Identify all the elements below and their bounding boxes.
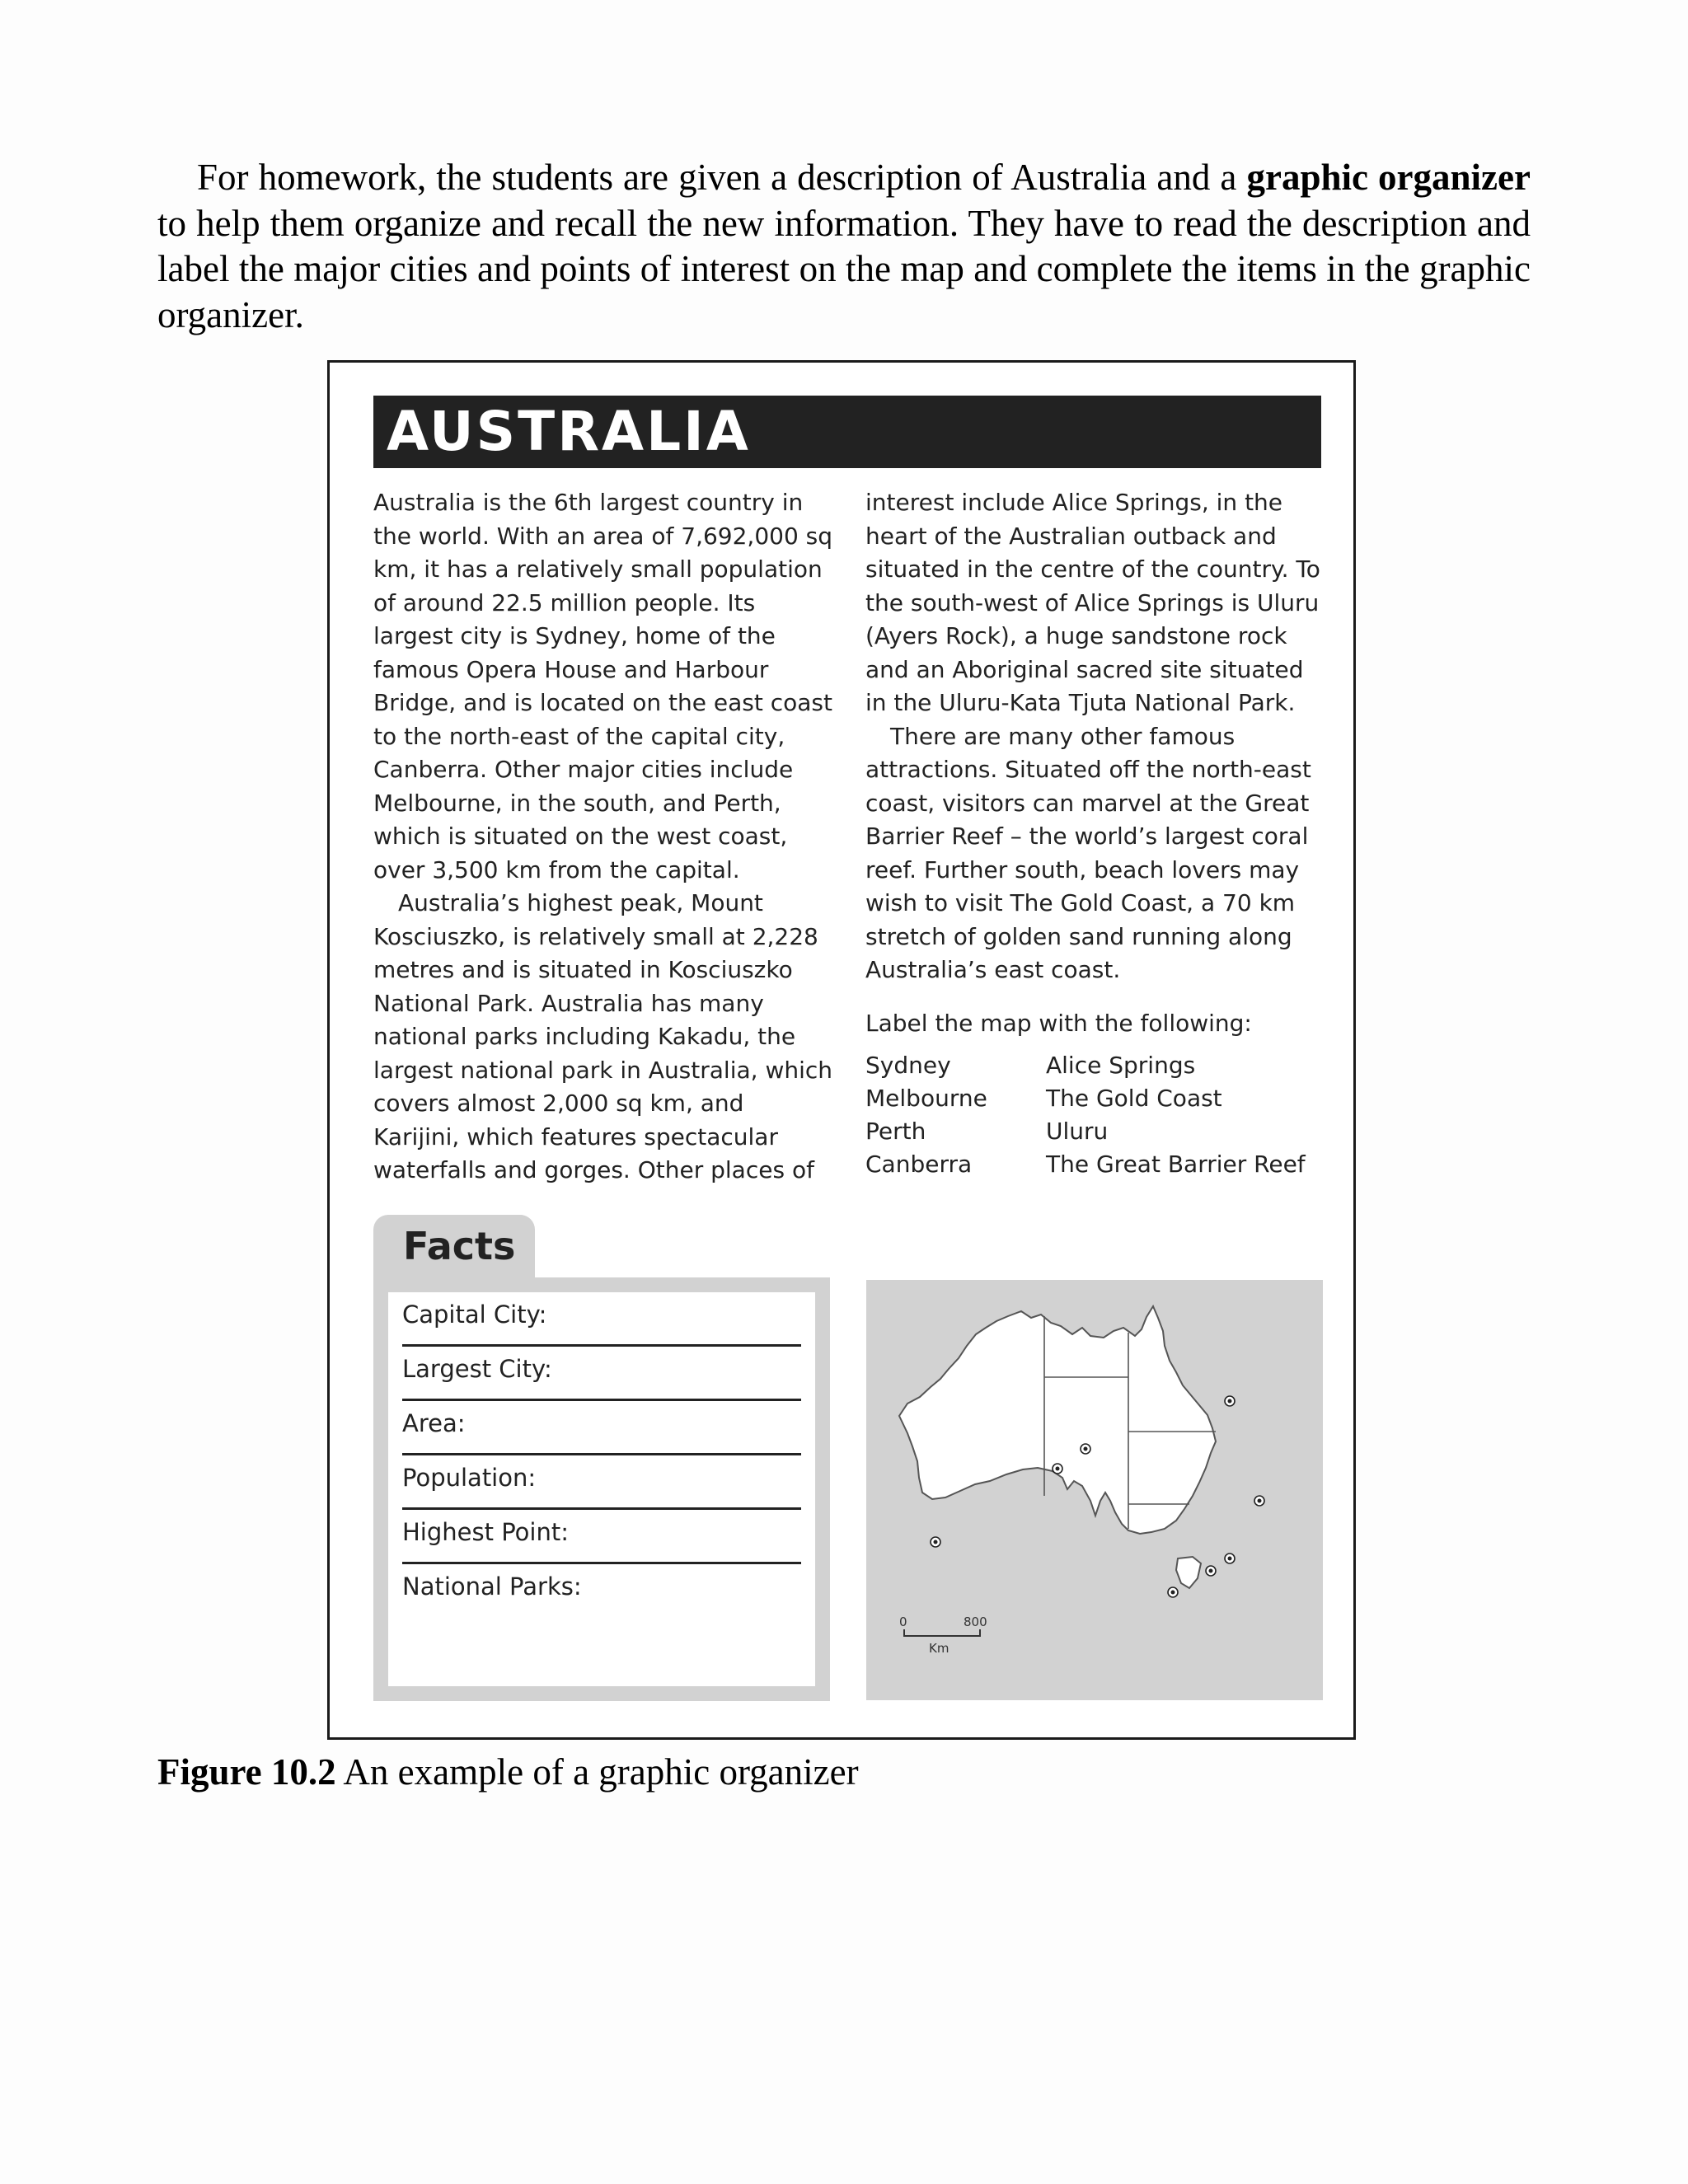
left-paragraph-2: Australia’s highest peak, Mount Kosciuszko, is relatively small at 2,228 metres and is situated in Kosciuszko National Park. Australia has many national parks including Kakadu, the largest national park in Australia, which covers almost 2,000 sq km, and Karijini, which features spectacular waterfalls and gorges. Other places of: [373, 889, 833, 1183]
fact-population[interactable]: [402, 1455, 801, 1510]
left-paragraph-1: Australia is the 6th largest country in the world. With an area of 7,692,000 sq km, it has a relatively small population of around 22.5 million people. Its largest city is Sydney, home of the famous Opera House and Harbour Bridge, and is located on the east coast to the north-east of the capital city, Canberra. Other major cities include Melbourne, in the south, and Perth, which is situated on the west coast, over 3,500 km from the capital.: [373, 489, 833, 883]
worksheet-figure: [327, 360, 1356, 1740]
fact-capital-city[interactable]: [402, 1292, 801, 1347]
scale-line: [904, 1629, 980, 1636]
right-paragraph-2: There are many other famous attractions. Situated off the north-east coast, visitors can marvel at the Great Barrier Reef – the world’s largest coral reef. Further south, beach lovers may wish to visit The Gold Coast, a 70 km stretch of golden sand running along Australia’s east coast.: [865, 722, 1311, 983]
intro-text-1: For homework, the students are given a description of Australia and a: [197, 157, 1247, 198]
intro-paragraph: [157, 155, 1531, 338]
label-item: Melbourne: [865, 1085, 987, 1112]
tasmania: [1176, 1557, 1201, 1588]
fact-area[interactable]: [402, 1401, 801, 1455]
australia-map-svg: [866, 1280, 1323, 1700]
facts-form: [388, 1292, 815, 1686]
scale-start-label: 0: [899, 1615, 907, 1629]
intro-bold-term: graphic organizer: [1246, 157, 1531, 198]
figure-caption: [157, 1747, 859, 1797]
label-item: Alice Springs: [1046, 1052, 1196, 1079]
worksheet-title: AUSTRALIA: [387, 400, 751, 463]
right-paragraph-2-wrap: [865, 720, 1327, 987]
fact-highest-point[interactable]: [402, 1510, 801, 1564]
title-banner: [373, 396, 1321, 468]
fact-label: Capital City:: [402, 1301, 547, 1329]
scale-end-label: 800: [964, 1615, 987, 1629]
label-item: The Great Barrier Reef: [1046, 1151, 1306, 1178]
right-paragraph-1: interest include Alice Springs, in the heart of the Australian outback and situated in the centre of the country. To the south-west of Alice Springs is Uluru (Ayers Rock), a huge sandstone rock and an Aboriginal sacred site situated in the Uluru-Kata Tjuta National Park.: [865, 489, 1320, 716]
fact-label: Area:: [402, 1409, 466, 1437]
fact-label: National Parks:: [402, 1572, 582, 1601]
caption-text: An example of a graphic organizer: [335, 1751, 859, 1793]
label-item: The Gold Coast: [1046, 1085, 1222, 1112]
facts-box: [373, 1277, 830, 1701]
scale-unit-label: Km: [929, 1641, 950, 1656]
label-item: Sydney: [865, 1052, 951, 1079]
map-scale-bar: [899, 1615, 987, 1656]
australia-mainland: [899, 1306, 1216, 1534]
left-column: [373, 486, 835, 1188]
intro-text-2: to help them organize and recall the new information. They have to read the description and label the major cities and points of interest on the map and complete the items in the graphic organizer.: [157, 202, 1531, 335]
fact-label: Population:: [402, 1464, 537, 1492]
australia-map: [866, 1280, 1323, 1700]
fact-label: Largest City:: [402, 1355, 552, 1383]
label-item: Canberra: [865, 1151, 973, 1178]
left-paragraph-2-wrap: [373, 887, 835, 1188]
label-heading: Label the map with the following:: [865, 1010, 1252, 1037]
label-item: Uluru: [1046, 1118, 1109, 1145]
label-item: Perth: [865, 1118, 926, 1145]
right-column: [865, 486, 1327, 987]
fact-largest-city[interactable]: [402, 1347, 801, 1401]
fact-national-parks[interactable]: [402, 1564, 801, 1619]
facts-tab: [373, 1215, 535, 1281]
fact-label: Highest Point:: [402, 1518, 569, 1546]
caption-label: Figure 10.2: [157, 1751, 336, 1793]
facts-title: Facts: [403, 1224, 516, 1268]
